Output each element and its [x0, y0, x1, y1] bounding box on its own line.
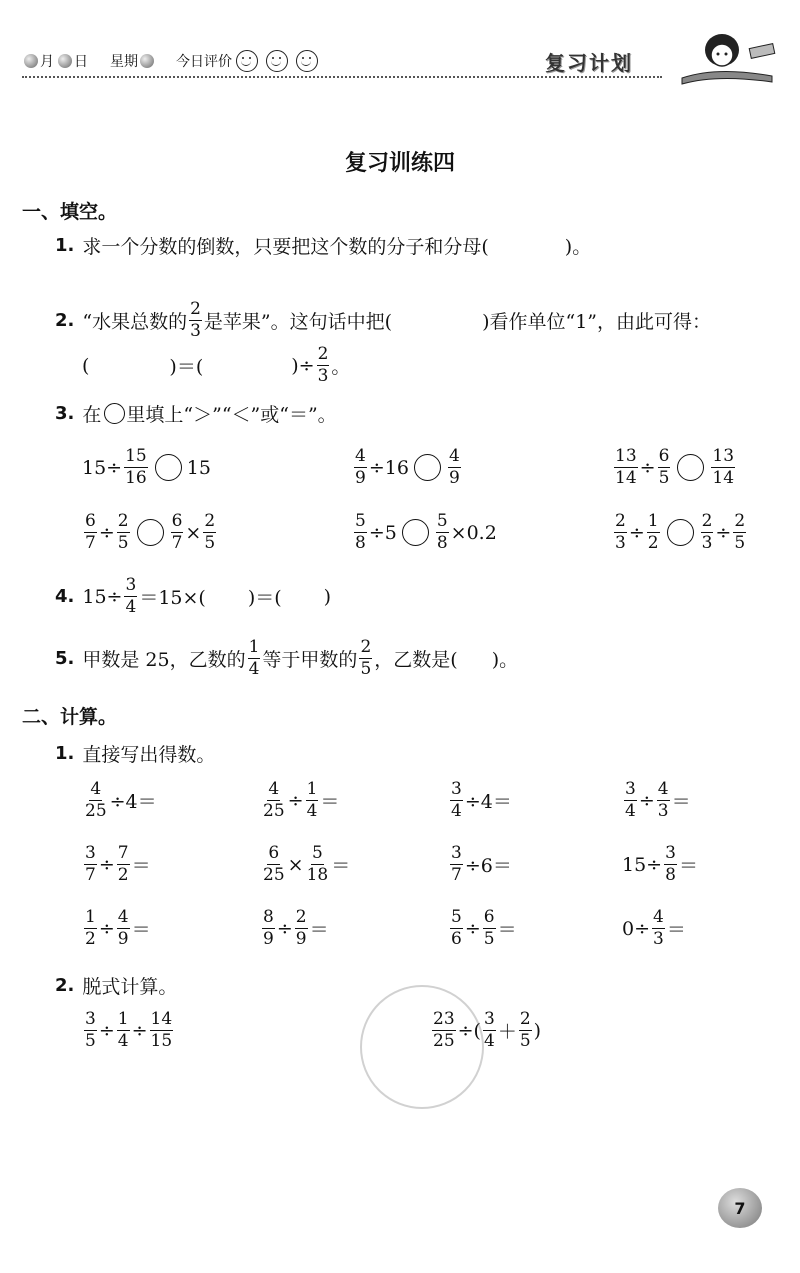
- question-text: 里填上“＞”“＜”或“＝”。: [126, 404, 337, 426]
- compare-item: 15÷ $\frac{15}{16}$ 15: [82, 446, 211, 488]
- compare-circle[interactable]: [414, 454, 441, 481]
- question-3: [55, 400, 337, 427]
- header-dotted-line: [22, 76, 662, 78]
- question-text: 是苹果”。这句话中把(: [203, 311, 393, 333]
- question-number: 2.: [55, 975, 75, 996]
- calc-item: $\frac{3}{7}$ ÷6＝: [451, 843, 512, 885]
- question-2: [55, 300, 711, 341]
- calc-item: $\frac{4}{25}$ ÷4＝: [85, 779, 157, 821]
- rating-label: 今日评价: [176, 54, 232, 70]
- weekday-dot-icon: [140, 54, 154, 68]
- question-text: )看作单位“1”，由此可得：: [482, 311, 711, 333]
- question-5: 5. 甲数是 25，乙数的 $\frac{1}{4}$ 等于甲数的 $\frac{2}{5}$ ，乙数是( )。: [55, 637, 519, 679]
- question-number: 2.: [55, 310, 75, 331]
- calc-item: $\frac{5}{6}$ ÷ $\frac{6}{5}$ ＝: [451, 907, 517, 949]
- calc-item: $\frac{8}{9}$ ÷ $\frac{2}{9}$ ＝: [263, 907, 329, 949]
- calc-item: $\frac{3}{4}$ ÷4＝: [451, 779, 512, 821]
- page-number-badge: [718, 1188, 762, 1228]
- fraction: $\frac{2}{3}$: [317, 344, 329, 386]
- question-text: 求一个分数的倒数，只要把这个数的分子和分母( )。: [82, 236, 592, 258]
- question-number: 1.: [55, 235, 75, 256]
- bracket: )＝(: [169, 356, 204, 378]
- circle-icon: [104, 403, 125, 424]
- section-heading: 二、计算。: [22, 706, 118, 728]
- page-title: 复习训练四: [344, 151, 455, 176]
- header-banner: 复习计划: [545, 51, 633, 75]
- calc-item: $\frac{3}{4}$ ÷ $\frac{4}{3}$ ＝: [625, 779, 691, 821]
- question-number: 3.: [55, 403, 75, 424]
- fraction: $\frac{2}{3}$: [190, 299, 201, 341]
- question-4: 4. 15÷ $\frac{3}{4}$ ＝15×( )＝( ): [55, 575, 332, 617]
- detail-calc-2: $\frac{23}{25}$ ÷( $\frac{3}{4}$ ＋ $\frac{2}{5}$ ): [433, 1009, 542, 1051]
- question-1: [55, 232, 591, 259]
- compare-item: $\frac{6}{7}$ ÷ $\frac{2}{5}$ $\frac{6}{7}$ × $\frac{2}{5}$: [85, 511, 216, 553]
- page-number: 7: [734, 1198, 746, 1218]
- question-number: 1.: [55, 743, 75, 764]
- question-number: 4.: [55, 586, 75, 607]
- compare-circle[interactable]: [667, 519, 694, 546]
- problem-2: [55, 972, 177, 999]
- reading-girl-icon: [672, 28, 782, 86]
- section-heading: 一、填空。: [22, 201, 118, 223]
- calc-item: $\frac{6}{25}$ × $\frac{5}{18}$ ＝: [263, 843, 351, 885]
- smile-icon: [236, 50, 258, 72]
- problem-1: [55, 740, 215, 767]
- compare-item: $\frac{5}{8}$ ÷5 $\frac{5}{8}$ ×0.2: [355, 511, 497, 553]
- compare-item: $\frac{2}{3}$ ÷ $\frac{1}{2}$ $\frac{2}{3}$ ÷ $\frac{2}{5}$: [615, 511, 746, 553]
- compare-circle[interactable]: [402, 519, 429, 546]
- bracket: (: [82, 354, 90, 377]
- question-number: 5.: [55, 648, 75, 669]
- compare-circle[interactable]: [155, 454, 182, 481]
- month-dot-icon: [24, 54, 38, 68]
- calc-item: $\frac{1}{2}$ ÷ $\frac{4}{9}$ ＝: [85, 907, 151, 949]
- calc-item: $\frac{4}{25}$ ÷ $\frac{1}{4}$ ＝: [263, 779, 340, 821]
- smile-icon: [296, 50, 318, 72]
- calc-item: 0÷ $\frac{4}{3}$ ＝: [622, 907, 686, 949]
- date-header: [22, 50, 322, 72]
- bracket: )÷: [291, 354, 315, 377]
- weekday-label: 星期: [110, 54, 138, 70]
- compare-item: $\frac{13}{14}$ ÷ $\frac{6}{5}$ $\frac{13}{14}$: [615, 446, 735, 488]
- compare-circle[interactable]: [137, 519, 164, 546]
- compare-item: $\frac{4}{9}$ ÷16 $\frac{4}{9}$: [355, 446, 460, 488]
- fraction: $\frac{3}{4}$: [125, 575, 137, 617]
- question-text: 在: [82, 404, 102, 426]
- punctuation: 。: [331, 356, 351, 378]
- calc-item: 15÷ $\frac{3}{8}$ ＝: [622, 843, 698, 885]
- day-dot-icon: [58, 54, 72, 68]
- compare-circle[interactable]: [677, 454, 704, 481]
- question-text: 脱式计算。: [82, 976, 178, 998]
- detail-calc-1: $\frac{3}{5}$ ÷ $\frac{1}{4}$ ÷ $\frac{14}{15}$: [85, 1009, 173, 1051]
- calc-item: $\frac{3}{7}$ ÷ $\frac{7}{2}$ ＝: [85, 843, 151, 885]
- fraction: $\frac{2}{5}$: [360, 637, 372, 679]
- watermark-seal: [360, 985, 484, 1109]
- fraction: $\frac{1}{4}$: [248, 637, 260, 679]
- question-2-line2: [82, 345, 350, 386]
- question-text: 直接写出得数。: [82, 744, 216, 766]
- question-text: “水果总数的: [82, 311, 188, 333]
- month-label: 月: [40, 54, 54, 70]
- smile-icon: [266, 50, 288, 72]
- day-label: 日: [74, 54, 88, 70]
